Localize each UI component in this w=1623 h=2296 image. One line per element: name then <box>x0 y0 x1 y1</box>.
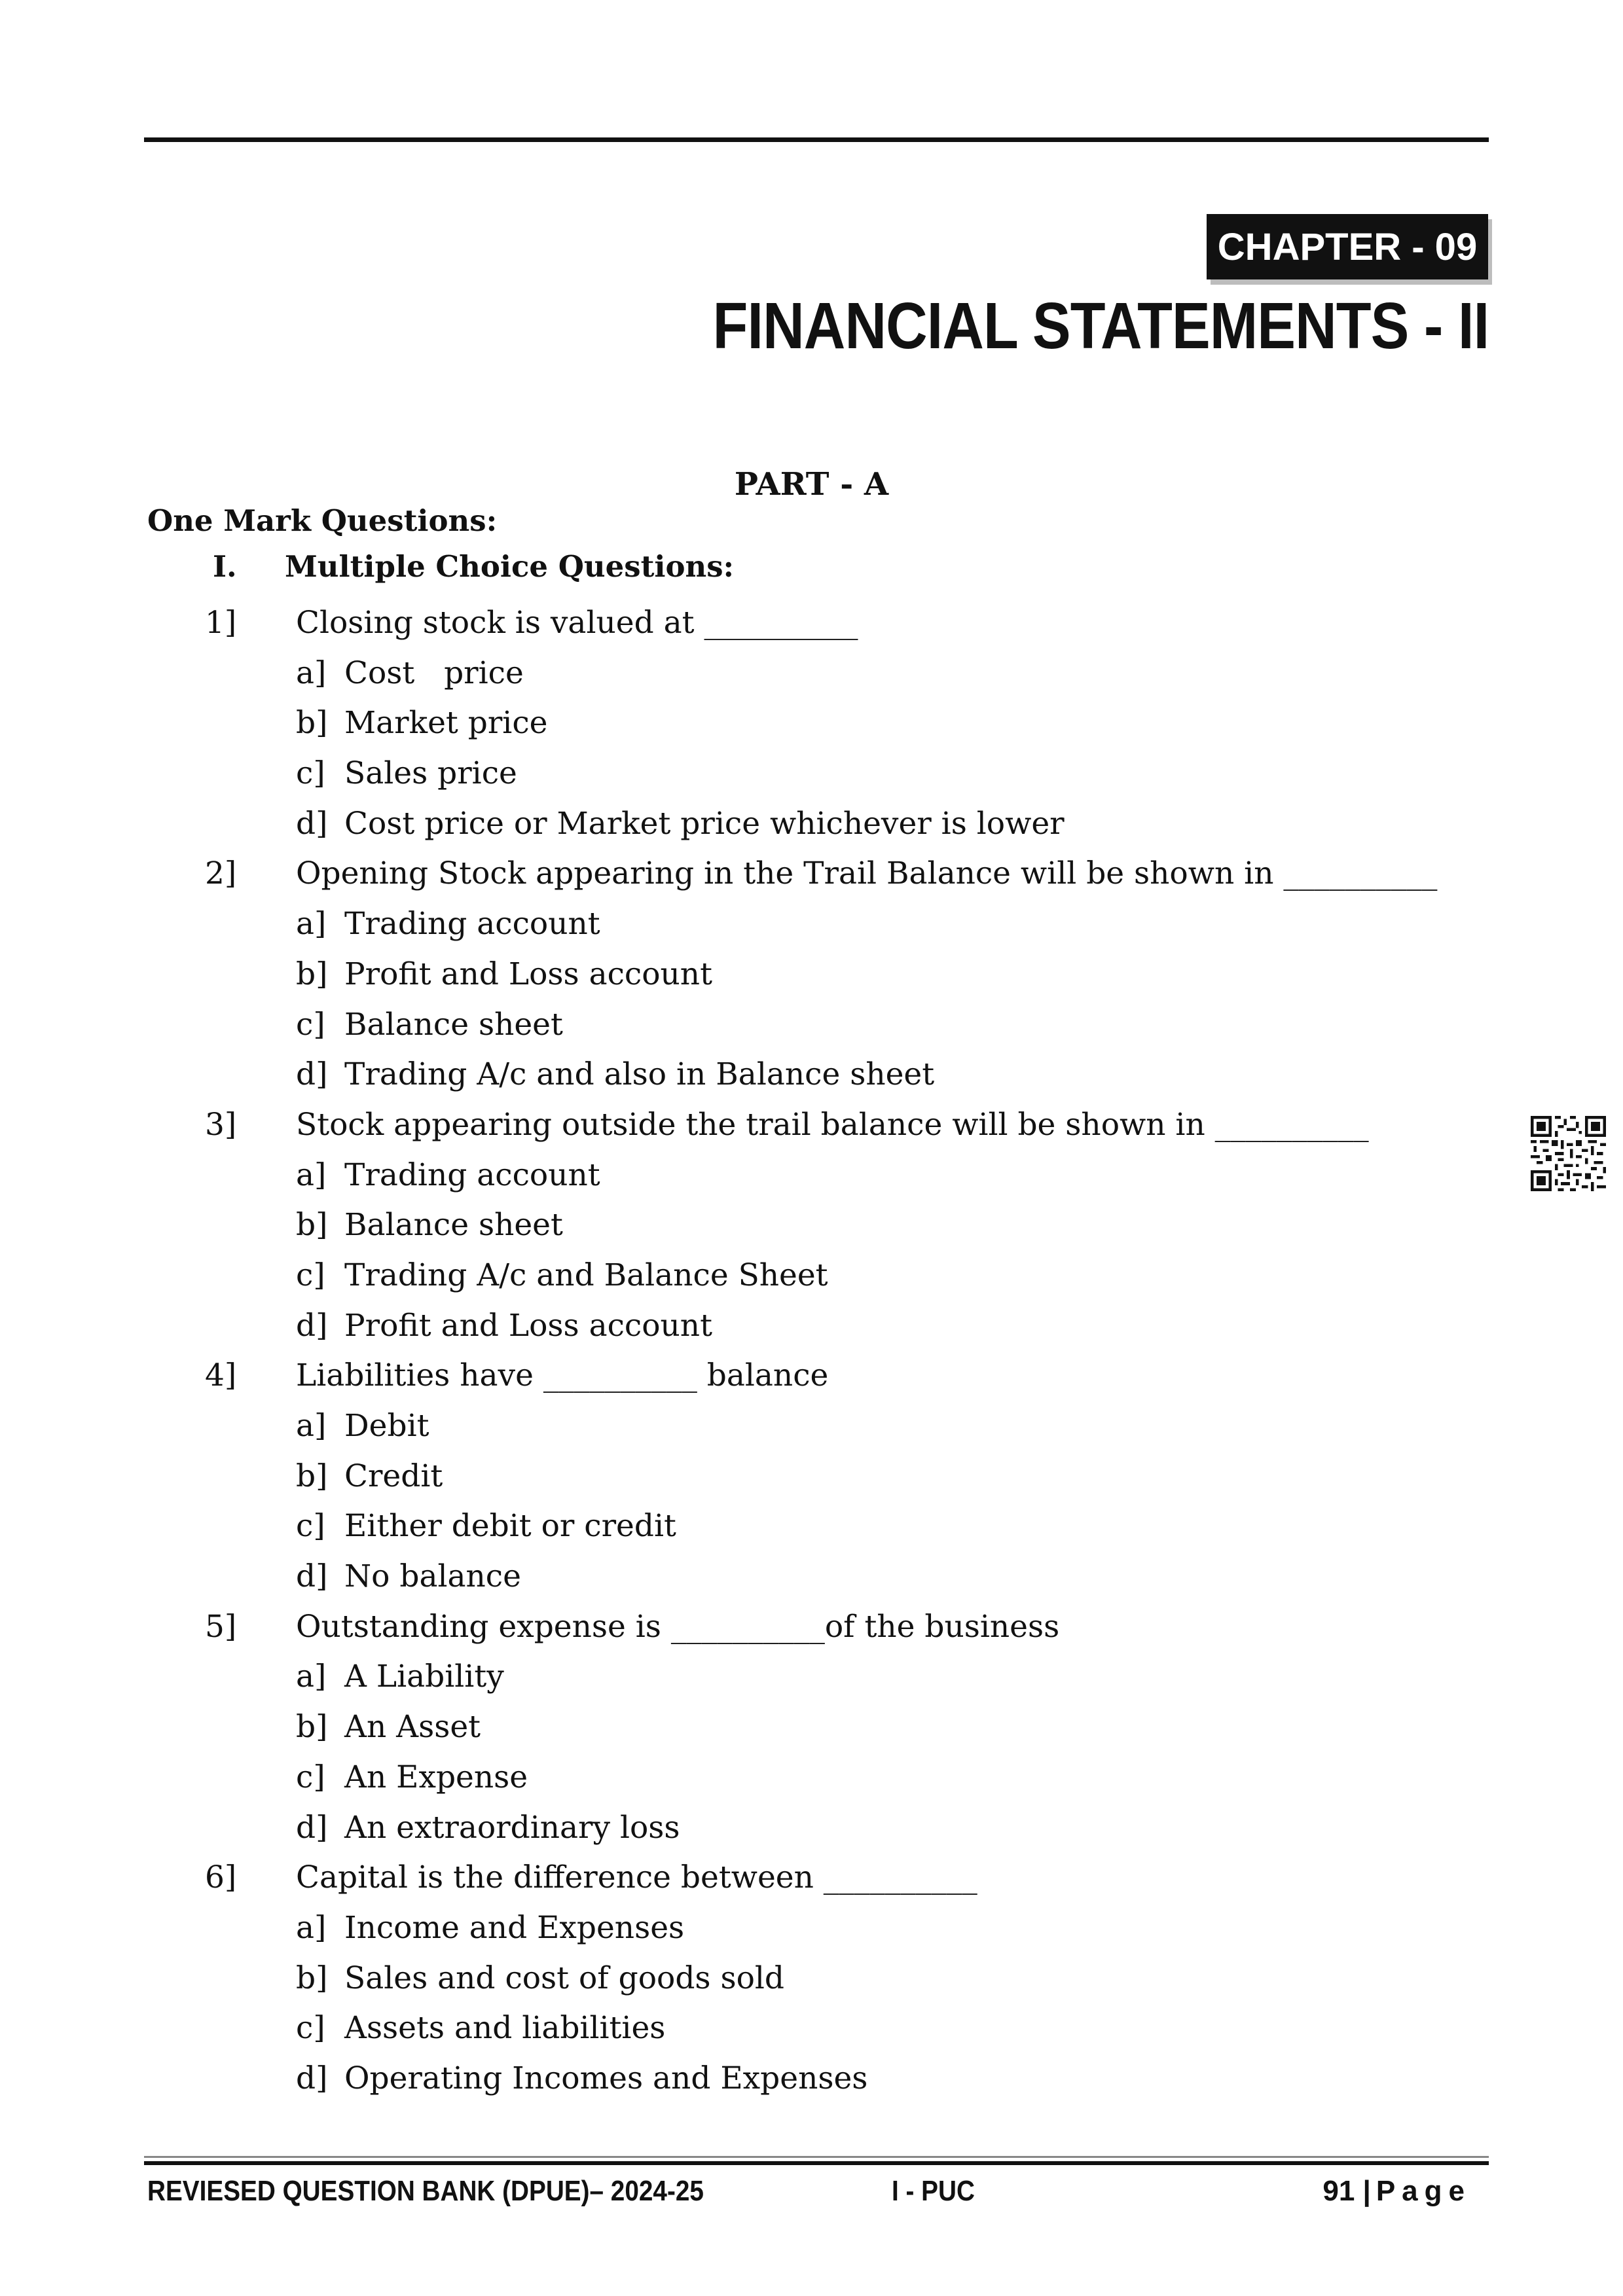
option-3c <box>0 1251 1623 1301</box>
question-number: 5] <box>205 1608 237 1645</box>
option-text: Either debit or credit <box>344 1508 676 1545</box>
option-text: Trading A/c and Balance Sheet <box>344 1257 828 1293</box>
option-label: b] <box>296 1458 328 1494</box>
question-number: 6] <box>205 1859 237 1896</box>
option-label: a] <box>296 655 327 691</box>
option-3a <box>0 1151 1623 1201</box>
option-label: d] <box>296 1558 328 1595</box>
option-text: Assets and liabilities <box>344 2010 666 2047</box>
option-5c <box>0 1753 1623 1803</box>
option-label: d] <box>296 1307 328 1344</box>
option-label: d] <box>296 2060 328 2096</box>
option-text: Credit <box>344 1458 443 1494</box>
question-text: Closing stock is valued at __________ <box>296 605 858 641</box>
question-number: 3] <box>205 1106 237 1143</box>
option-text: Balance sheet <box>344 1006 563 1043</box>
option-label: a] <box>296 1909 327 1946</box>
option-2c <box>0 1000 1623 1050</box>
question-text: Outstanding expense is __________of the business <box>296 1608 1060 1645</box>
option-label: a] <box>296 1157 327 1193</box>
option-text: Trading account <box>344 1157 600 1193</box>
option-1c <box>0 749 1623 799</box>
question-5 <box>0 1602 1623 1653</box>
option-text: Balance sheet <box>344 1207 563 1244</box>
option-3b <box>0 1200 1623 1251</box>
option-label: a] <box>296 1659 327 1695</box>
footer-rule-thick <box>144 2161 1489 2165</box>
option-text: Cost price or Market price whichever is lower <box>344 805 1065 842</box>
option-label: c] <box>296 2010 325 2047</box>
option-label: a] <box>296 1408 327 1444</box>
option-4a <box>0 1401 1623 1452</box>
option-text: Sales price <box>344 755 517 792</box>
subsection-title: Multiple Choice Questions: <box>285 549 735 584</box>
option-1b <box>0 698 1623 749</box>
footer-class: I - PUC <box>892 2175 975 2207</box>
option-label: b] <box>296 705 328 742</box>
option-4c <box>0 1501 1623 1552</box>
option-2a <box>0 899 1623 950</box>
question-number: 4] <box>205 1357 237 1394</box>
option-4b <box>0 1452 1623 1502</box>
option-label: c] <box>296 755 325 792</box>
footer-page <box>1322 2172 1471 2211</box>
option-label: a] <box>296 906 327 942</box>
option-text: Profit and Loss account <box>344 1307 712 1344</box>
option-6c <box>0 2003 1623 2054</box>
option-label: b] <box>296 1709 328 1746</box>
option-6b <box>0 1954 1623 2004</box>
option-text: Trading A/c and also in Balance sheet <box>344 1056 935 1093</box>
option-label: c] <box>296 1508 325 1545</box>
option-text: An extraordinary loss <box>344 1809 680 1846</box>
subsection-number: I. <box>213 549 237 584</box>
option-text: A Liability <box>344 1659 504 1695</box>
qr-code-icon[interactable] <box>1531 1116 1606 1191</box>
question-text: Capital is the difference between __________ <box>296 1859 977 1896</box>
option-text: Operating Incomes and Expenses <box>344 2060 868 2096</box>
option-6d <box>0 2054 1623 2104</box>
option-text: An Asset <box>344 1709 481 1746</box>
question-text: Stock appearing outside the trail balance will be shown in __________ <box>296 1106 1369 1143</box>
option-label: d] <box>296 805 328 842</box>
question-number: 1] <box>205 605 237 641</box>
footer-rule-thin <box>144 2156 1489 2158</box>
footer-publication: REVIESED QUESTION BANK (DPUE)– 2024-25 <box>147 2175 704 2207</box>
option-text: Market price <box>344 705 548 742</box>
option-text: Profit and Loss account <box>344 956 712 992</box>
option-5d <box>0 1803 1623 1854</box>
section-heading: One Mark Questions: <box>147 503 498 538</box>
question-list <box>0 598 1623 2104</box>
option-label: b] <box>296 1960 328 1996</box>
option-1d <box>0 799 1623 850</box>
option-1a <box>0 649 1623 699</box>
option-5b <box>0 1702 1623 1753</box>
chapter-badge: CHAPTER - 09 <box>1207 214 1488 279</box>
option-label: b] <box>296 956 328 992</box>
question-text: Liabilities have __________ balance <box>296 1357 829 1394</box>
option-label: c] <box>296 1759 325 1795</box>
page-word: Page <box>1376 2175 1471 2207</box>
part-heading: PART - A <box>734 466 889 503</box>
option-label: d] <box>296 1809 328 1846</box>
page-number: 91 | <box>1322 2175 1371 2207</box>
option-5a <box>0 1652 1623 1702</box>
option-4d <box>0 1552 1623 1602</box>
top-rule <box>144 137 1489 142</box>
option-label: d] <box>296 1056 328 1093</box>
question-number: 2] <box>205 855 237 892</box>
question-1 <box>0 598 1623 649</box>
option-text: An Expense <box>344 1759 528 1795</box>
question-6 <box>0 1853 1623 1903</box>
option-6a <box>0 1903 1623 1954</box>
option-text: Debit <box>344 1408 429 1444</box>
option-label: c] <box>296 1257 325 1293</box>
chapter-title: FINANCIAL STATEMENTS - II <box>712 289 1489 363</box>
question-text: Opening Stock appearing in the Trail Balance will be shown in __________ <box>296 855 1438 892</box>
option-text: Cost price <box>344 655 524 691</box>
question-2 <box>0 849 1623 899</box>
option-text: Sales and cost of goods sold <box>344 1960 784 1996</box>
option-2d <box>0 1050 1623 1100</box>
option-text: Trading account <box>344 906 600 942</box>
option-3d <box>0 1301 1623 1352</box>
question-3 <box>0 1100 1623 1151</box>
option-text: Income and Expenses <box>344 1909 685 1946</box>
option-2b <box>0 950 1623 1000</box>
option-text: No balance <box>344 1558 521 1595</box>
option-label: b] <box>296 1207 328 1244</box>
option-label: c] <box>296 1006 325 1043</box>
question-4 <box>0 1351 1623 1401</box>
